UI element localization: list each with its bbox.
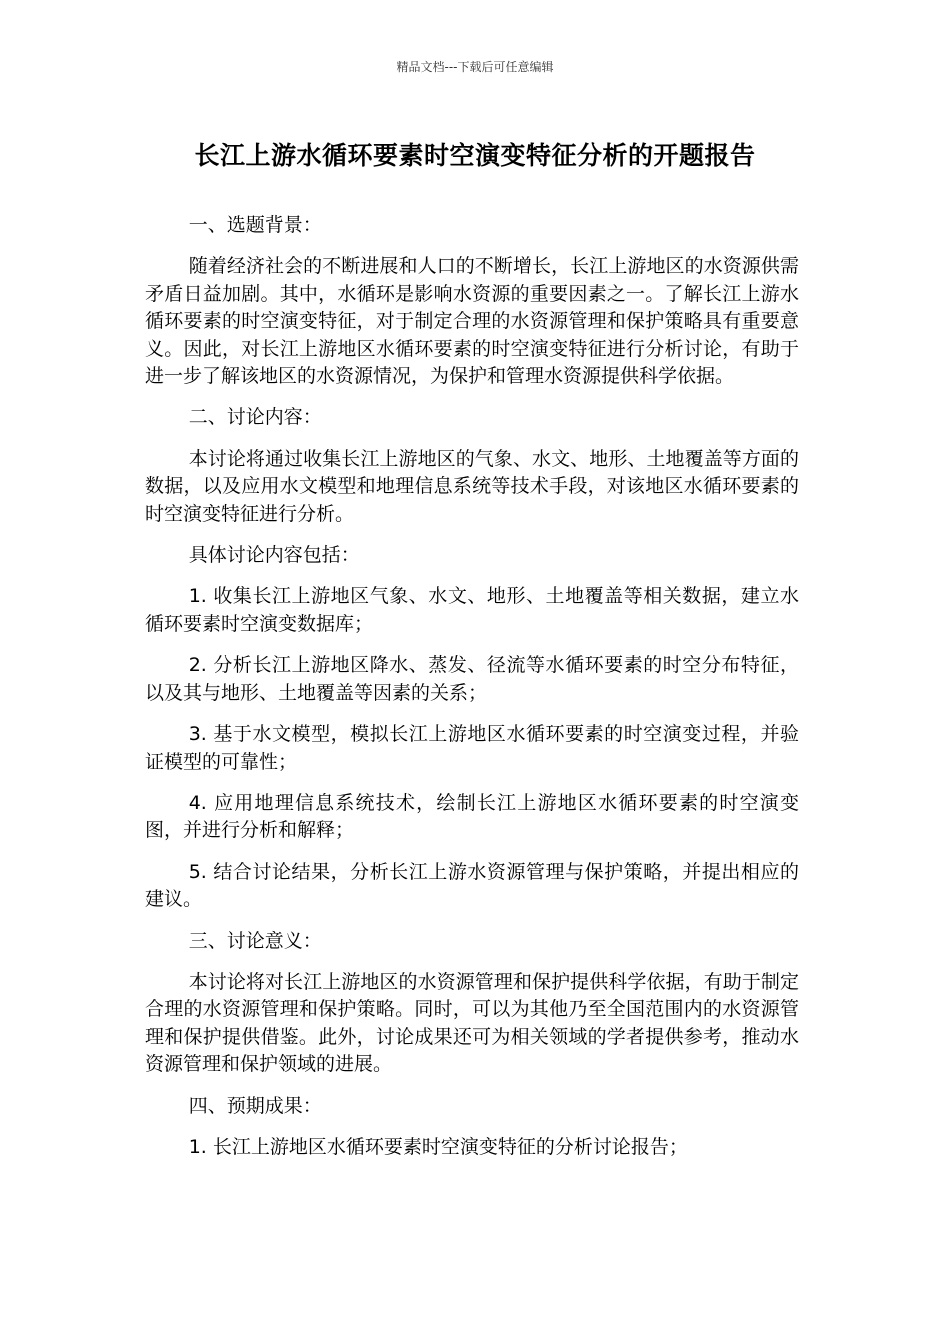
list-item-content-2: 2. 分析长江上游地区降水、蒸发、径流等水循环要素的时空分布特征，以及其与地形、土地覆盖等因素的关系； [145,654,799,704]
list-item-outcome-1: 1. 长江上游地区水循环要素时空演变特征的分析讨论报告； [188,1135,688,1158]
paragraph-content-lead: 具体讨论内容包括： [188,544,360,567]
list-item-content-4: 4. 应用地理信息系统技术，绘制长江上游地区水循环要素的时空演变图，并进行分析和解释； [145,791,799,842]
list-item-content-1: 1. 收集长江上游地区气象、水文、地形、土地覆盖等相关数据，建立水循环要素时空演变数据库； [145,585,799,635]
paragraph-background: 随着经济社会的不断进展和人口的不断增长，长江上游地区的水资源供需矛盾日益加剧。其中，水循环是影响水资源的重要因素之一。了解长江上游水循环要素的时空演变特征，对于制定合理的水资源管理和保护策略具有重要意义。因此，对长江上游地区水循环要素的时空演变特征进行分析讨论，有助于进一步了解该地区的水资源情况，为保护和管理水资源提供科学依据。 [145,255,799,388]
list-item-content-5: 5. 结合讨论结果，分析长江上游水资源管理与保护策略，并提出相应的建议。 [145,860,799,911]
section-heading-significance: 三、讨论意义： [188,929,322,952]
paragraph-content-intro: 本讨论将通过收集长江上游地区的气象、水文、地形、土地覆盖等方面的数据，以及应用水文模型和地理信息系统等技术手段，对该地区水循环要素的时空演变特征进行分析。 [145,447,799,525]
paragraph-significance: 本讨论将对长江上游地区的水资源管理和保护提供科学依据，有助于制定合理的水资源管理和保护策略。同时，可以为其他乃至全国范围内的水资源管理和保护提供借鉴。此外，讨论成果还可为相关领域的学者提供参考，推动水资源管理和保护领域的进展。 [145,970,799,1076]
document-title: 长江上游水循环要素时空演变特征分析的开题报告 [194,141,756,170]
header-note: 精品文档---下载后可任意编辑 [396,60,554,74]
document-body [145,212,799,1175]
section-heading-outcomes: 四、预期成果： [188,1094,322,1117]
section-heading-content: 二、讨论内容： [188,406,322,429]
section-heading-background: 一、选题背景： [188,214,322,236]
list-item-content-3: 3. 基于水文模型，模拟长江上游地区水循环要素的时空演变过程，并验证模型的可靠性； [145,723,799,773]
